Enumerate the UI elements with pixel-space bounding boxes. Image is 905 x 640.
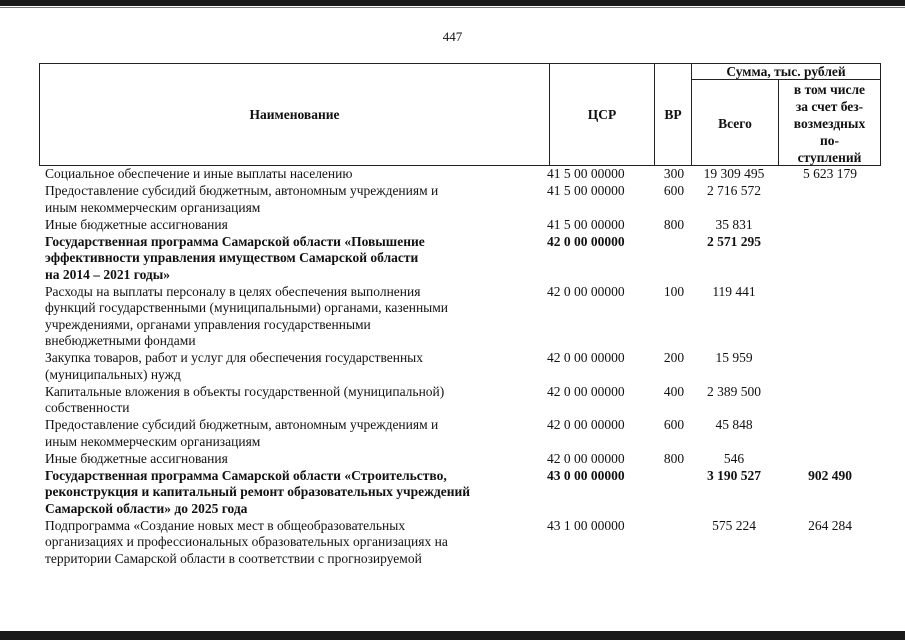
row-total: 19 309 495: [703, 166, 765, 181]
row-name-line: собственности: [45, 400, 130, 415]
row-total: 15 959: [715, 350, 753, 365]
row-name: [45, 234, 545, 284]
header-including-line: за счет без-: [795, 99, 864, 114]
row-name: [45, 451, 545, 468]
row-name-line: Расходы на выплаты персоналу в целях обеспечения выполнения: [45, 283, 421, 299]
row-name-line: Государственная программа Самарской области «Повышение: [45, 233, 425, 249]
row-name: [45, 518, 545, 568]
header-including-line: ступлений: [797, 150, 862, 165]
row-including: 5 623 179: [803, 166, 857, 181]
row-name-line: Иные бюджетные ассигнования: [45, 216, 228, 232]
table-row: [39, 350, 881, 384]
row-csr: 42 0 00 00000: [547, 450, 625, 466]
row-total: 2 716 572: [707, 183, 761, 198]
table-row: [39, 166, 881, 183]
row-vr: 600: [663, 417, 685, 432]
table-row: [39, 217, 881, 234]
row-csr: 42 0 00 00000: [547, 417, 625, 432]
row-name-line: Иные бюджетные ассигнования: [45, 450, 228, 466]
row-name-line: иным некоммерческим организациям: [45, 433, 261, 449]
row-name: [45, 284, 545, 350]
row-name: [45, 350, 545, 383]
row-name-line: Закупка товаров, работ и услуг для обеспечения государственных: [45, 350, 424, 365]
row-name-line: функций государственными (муниципальными) органами, казенными: [45, 300, 449, 315]
row-name: [45, 468, 545, 518]
table-row: [39, 384, 881, 418]
top-border-thin: [0, 7, 905, 8]
row-vr: 600: [663, 183, 685, 198]
header-including-line: по-: [819, 133, 840, 148]
page-number: 447: [442, 29, 463, 44]
row-csr: 41 5 00 00000: [547, 166, 625, 181]
row-name: [45, 217, 545, 234]
row-total: 2 389 500: [707, 383, 761, 399]
table-row: [39, 234, 881, 284]
bottom-border: [0, 631, 905, 640]
table-row: [39, 183, 881, 217]
row-name: [45, 417, 545, 450]
row-total: 119 441: [712, 283, 756, 299]
row-csr: 42 0 00 00000: [547, 283, 625, 299]
header-total: Всего: [718, 116, 752, 131]
table-row: [39, 518, 881, 568]
row-name-line: Государственная программа Самарской области «Строительство,: [45, 467, 447, 483]
row-name-line: учреждениями, органами управления государственными: [45, 316, 371, 332]
row-name-line: эффективности управления имуществом Самарской области: [45, 250, 419, 265]
header-including-line: возмездных: [793, 116, 866, 131]
row-csr: 43 0 00 00000: [547, 467, 625, 483]
row-total: 2 571 295: [707, 233, 761, 249]
header-vr: ВР: [664, 107, 682, 122]
row-vr: 300: [663, 166, 685, 181]
row-name-line: Предоставление субсидий бюджетным, автономным учреждениям и: [45, 183, 439, 198]
row-including: 264 284: [808, 517, 852, 533]
row-total: 575 224: [712, 517, 756, 533]
row-name-line: Социальное обеспечение и иные выплаты населению: [45, 166, 353, 181]
row-csr: 42 0 00 00000: [547, 383, 625, 399]
header-sum-title: Сумма, тыс. рублей: [726, 64, 846, 79]
row-vr: 800: [663, 450, 685, 466]
row-name: [45, 183, 545, 216]
row-csr: 41 5 00 00000: [547, 183, 625, 198]
row-total: 35 831: [715, 216, 753, 232]
row-name-line: Предоставление субсидий бюджетным, автономным учреждениям и: [45, 417, 439, 432]
row-name-line: (муниципальных) нужд: [45, 366, 181, 382]
row-csr: 42 0 00 00000: [547, 350, 625, 365]
header-name: Наименование: [249, 107, 340, 122]
header-including-line: в том числе: [793, 82, 866, 97]
row-csr: 41 5 00 00000: [547, 216, 625, 232]
table-header: [39, 63, 881, 166]
row-total: 3 190 527: [707, 467, 761, 483]
row-name-line: Подпрограмма «Создание новых мест в общеобразовательных: [45, 517, 406, 533]
row-name: [45, 166, 545, 183]
row-csr: 42 0 00 00000: [547, 233, 625, 249]
row-name-line: внебюджетными фондами: [45, 333, 196, 348]
row-vr: 400: [663, 383, 685, 399]
row-csr: 43 1 00 00000: [547, 517, 625, 533]
top-border: [0, 0, 905, 6]
row-including: 902 490: [808, 467, 852, 483]
row-name-line: реконструкция и капитальный ремонт образовательных учреждений: [45, 484, 471, 499]
table-row: [39, 451, 881, 468]
row-vr: 100: [663, 283, 685, 299]
header-csr: ЦСР: [587, 107, 617, 122]
table-row: [39, 417, 881, 451]
row-name-line: на 2014 – 2021 годы»: [45, 266, 171, 282]
table-body: [39, 166, 881, 568]
row-name-line: Самарской области» до 2025 года: [45, 500, 248, 516]
budget-table: [39, 63, 881, 568]
row-total: 546: [723, 450, 745, 466]
row-total: 45 848: [715, 417, 753, 432]
header-including: [779, 81, 880, 166]
row-name-line: организациях и профессиональных образовательных организациях на: [45, 534, 448, 549]
row-vr: 800: [663, 216, 685, 232]
table-row: [39, 284, 881, 351]
row-name-line: иным некоммерческим организациям: [45, 199, 261, 215]
row-name-line: Капитальные вложения в объекты государственной (муниципальной): [45, 383, 445, 399]
row-name-line: территории Самарской области в соответствии с прогнозируемой: [45, 550, 422, 566]
row-name: [45, 384, 545, 417]
row-vr: 200: [663, 350, 685, 365]
table-row: [39, 468, 881, 518]
